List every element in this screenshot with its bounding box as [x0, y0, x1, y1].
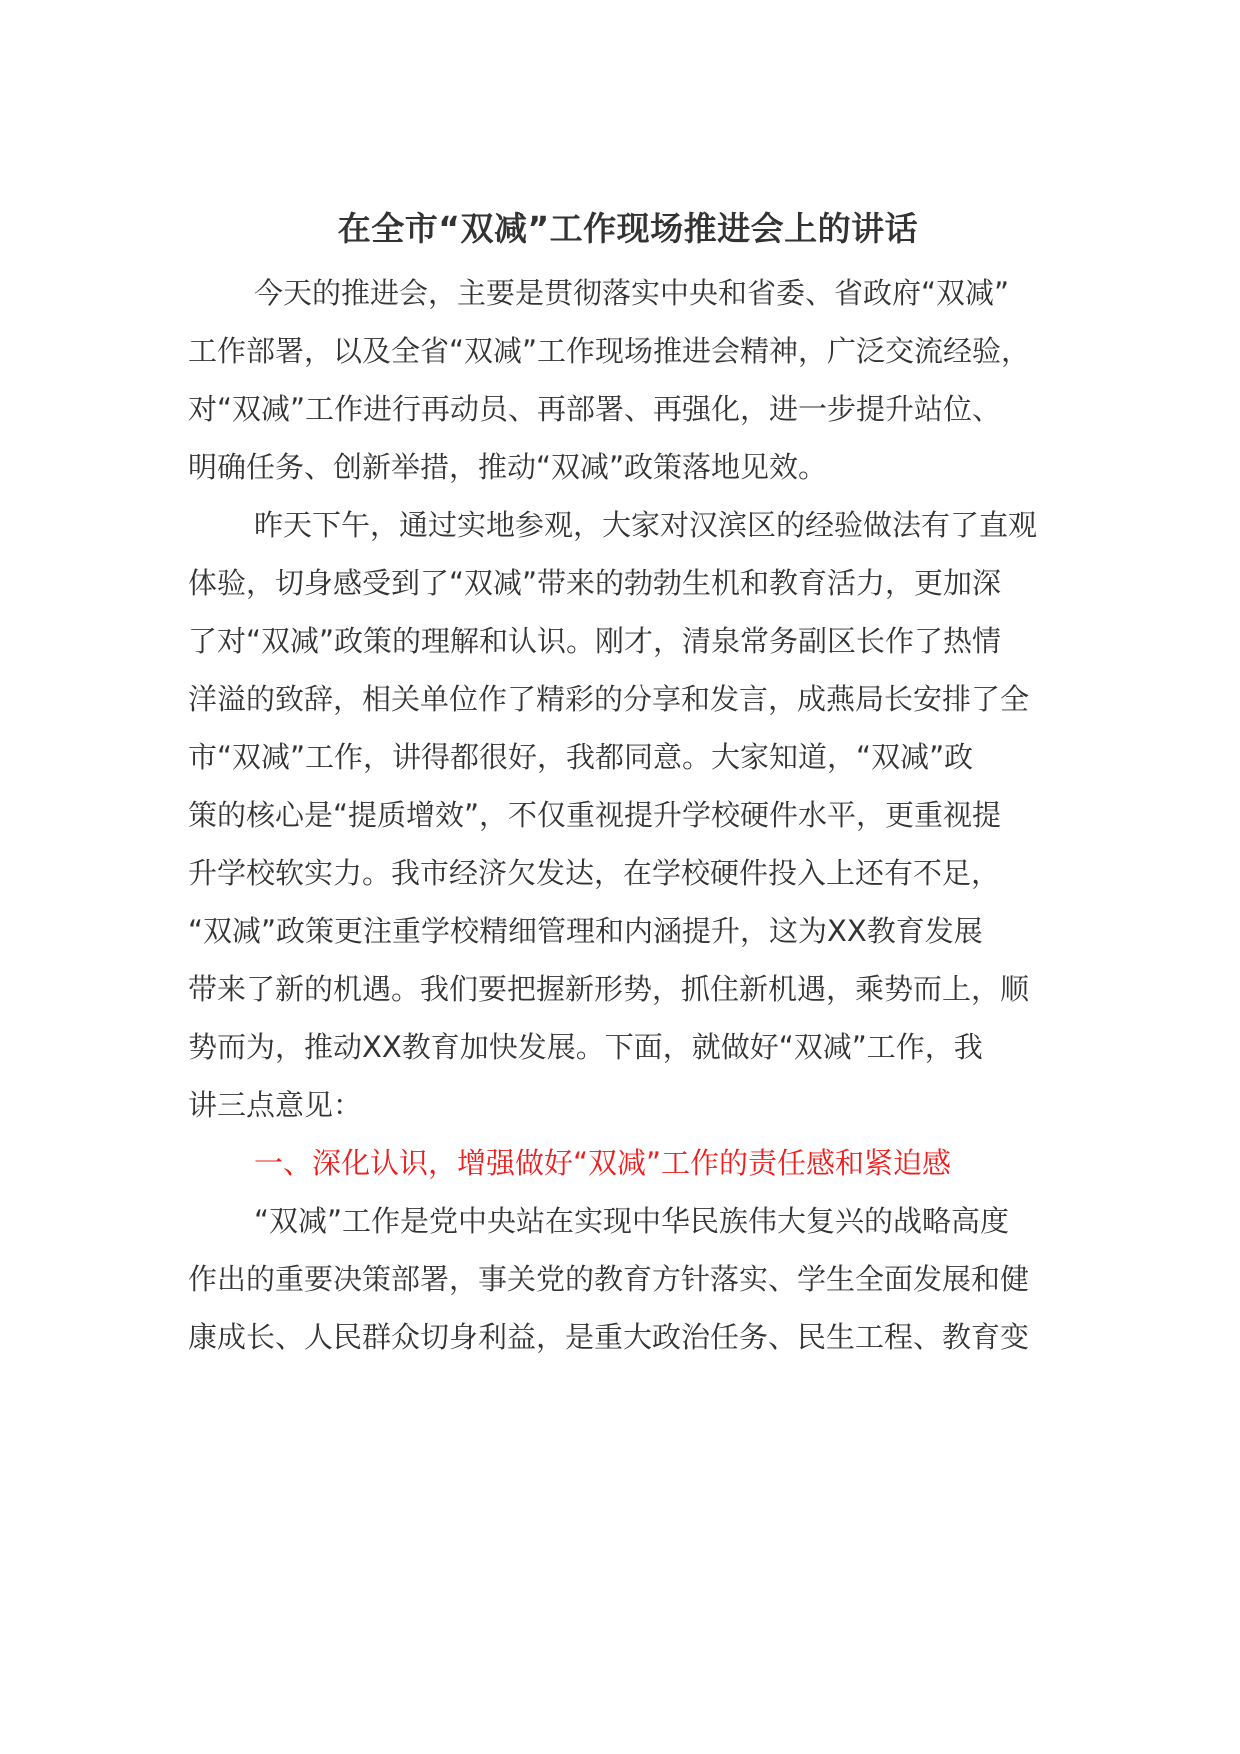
text-line: 康成长、人民群众切身利益，是重大政治任务、民生工程、教育变 [188, 1320, 1030, 1354]
text-line: 今天的推进会，主要是贯彻落实中央和省委、省政府“双减” [254, 276, 1010, 310]
text-line: 势而为，推动XX教育加快发展。下面，就做好“双减”工作，我 [188, 1030, 983, 1064]
section-heading: 一、深化认识，增强做好“双减”工作的责任感和紧迫感 [254, 1146, 952, 1180]
text-line: 昨天下午，通过实地参观，大家对汉滨区的经验做法有了直观 [254, 508, 1038, 542]
text-line: 作出的重要决策部署，事关党的教育方针落实、学生全面发展和健 [188, 1262, 1030, 1296]
text-line: 讲三点意见： [188, 1088, 363, 1122]
text-line: 体验，切身感受到了“双减”带来的勃勃生机和教育活力，更加深 [188, 566, 1002, 600]
text-line: 明确任务、创新举措，推动“双减”政策落地见效。 [188, 450, 828, 484]
text-line: 策的核心是“提质增效”，不仅重视提升学校硬件水平，更重视提 [188, 798, 1002, 832]
text-line: 了对“双减”政策的理解和认识。刚才，清泉常务副区长作了热情 [188, 624, 1002, 658]
text-line: 洋溢的致辞，相关单位作了精彩的分享和发言，成燕局长安排了全 [188, 682, 1030, 716]
text-line: 市“双减”工作，讲得都很好，我都同意。大家知道，“双减”政 [188, 740, 974, 774]
text-line: 工作部署，以及全省“双减”工作现场推进会精神，广泛交流经验， [188, 334, 1031, 368]
document-title: 在全市“双减”工作现场推进会上的讲话 [337, 209, 919, 248]
text-line: “双减”工作是党中央站在实现中华民族伟大复兴的战略高度 [254, 1204, 1010, 1238]
text-line: “双减”政策更注重学校精细管理和内涵提升，这为XX教育发展 [188, 914, 983, 948]
text-line: 带来了新的机遇。我们要把握新形势，抓住新机遇，乘势而上，顺 [188, 972, 1030, 1006]
text-line: 升学校软实力。我市经济欠发达，在学校硬件投入上还有不足， [188, 856, 1001, 890]
document-page [188, 0, 1068, 1754]
text-line: 对“双减”工作进行再动员、再部署、再强化，进一步提升站位、 [188, 392, 1002, 426]
